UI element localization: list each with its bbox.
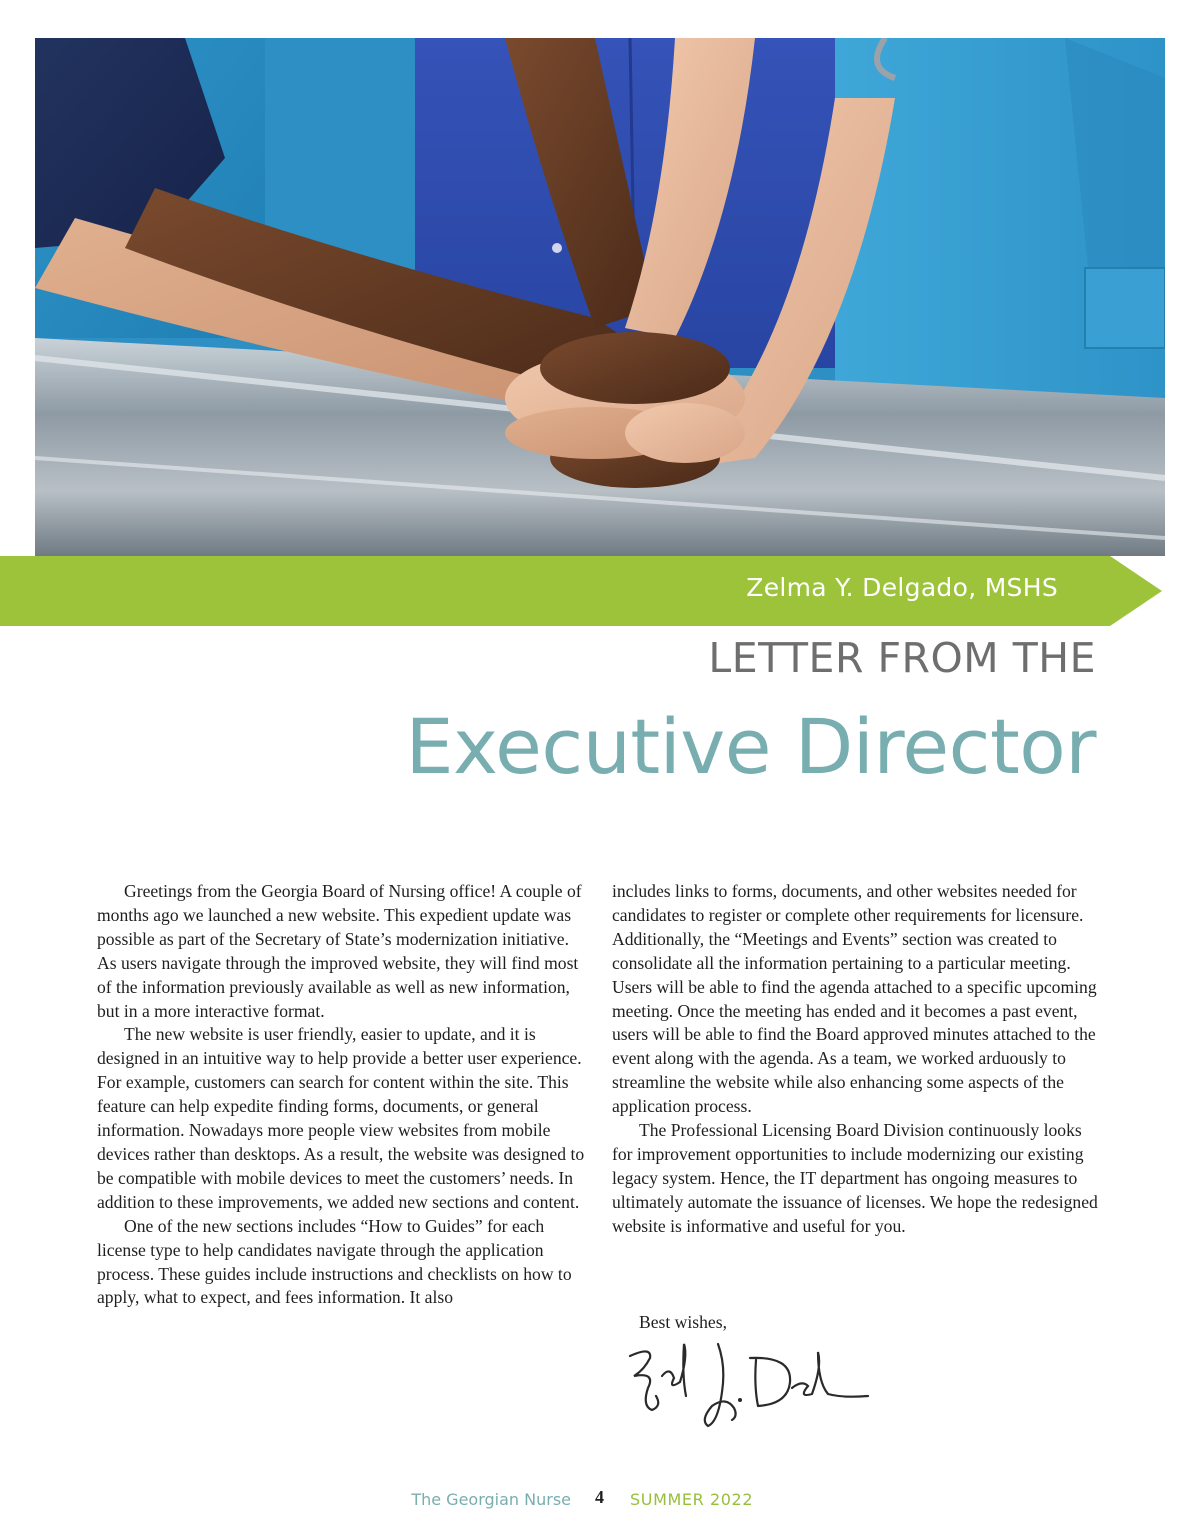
page-footer xyxy=(0,1487,1200,1515)
letter-paragraph: Greetings from the Georgia Board of Nursing office! A couple of months ago we launched a new website. This expedient update was possible as part of the Secretary of State’s modernization initiative. As users navigate through the improved website, they will find most of the information previously available as well as new information, but in a more interactive format. xyxy=(97,881,582,1021)
page-title: Executive Director xyxy=(405,702,1096,791)
letter-paragraph: includes links to forms, documents, and other websites needed for candidates to register or complete other requirements for licensure. Additionally, the “Meetings and Events” section was created to consolidate all the information pertaining to a particular meeting. Users will be able to find the agenda attached to a specific upcoming meeting. Once the meeting has ended and it becomes a past event, users will be able to find the Board approved minutes attached to the event along with the agenda. As a team, we worked arduously to streamline the website while also enhancing some aspects of the application process. xyxy=(612,881,1097,1117)
publication-name: The Georgian Nurse xyxy=(411,1490,571,1509)
author-banner xyxy=(0,556,1162,626)
hero-image xyxy=(35,38,1165,556)
closing-salutation: Best wishes, xyxy=(639,1312,727,1332)
author-name: Zelma Y. Delgado, MSHS xyxy=(746,573,1058,602)
letter-column-right xyxy=(612,880,1102,1239)
signature-image xyxy=(622,1336,872,1432)
letter-paragraph: One of the new sections includes “How to Guides” for each license type to help candidates navigate through the application process. These guides include instructions and checklists on how to apply, what to expect, and fees information. It also xyxy=(97,1215,572,1308)
issue-date: SUMMER 2022 xyxy=(630,1490,754,1509)
letter-paragraph: The Professional Licensing Board Division continuously looks for improvement opportunities to include modernizing our existing legacy system. Hence, the IT department has ongoing measures to ultimately automate the issuance of licenses. We hope the redesigned website is informative and useful for you. xyxy=(612,1120,1098,1236)
letter-paragraph: The new website is user friendly, easier to update, and it is designed in an intuitive way to help provide a better user experience. For example, customers can search for content within the site. This feature can help expedite finding forms, documents, or general information. Nowadays more people view websites from mobile devices rather than desktops. As a result, the website was designed to be compatible with mobile devices to meet the customers’ needs. In addition to these improvements, we added new sections and content. xyxy=(97,1024,585,1212)
page-number: 4 xyxy=(595,1487,604,1507)
letter-column-left xyxy=(97,880,587,1310)
headline-kicker: LETTER FROM THE xyxy=(708,634,1096,682)
